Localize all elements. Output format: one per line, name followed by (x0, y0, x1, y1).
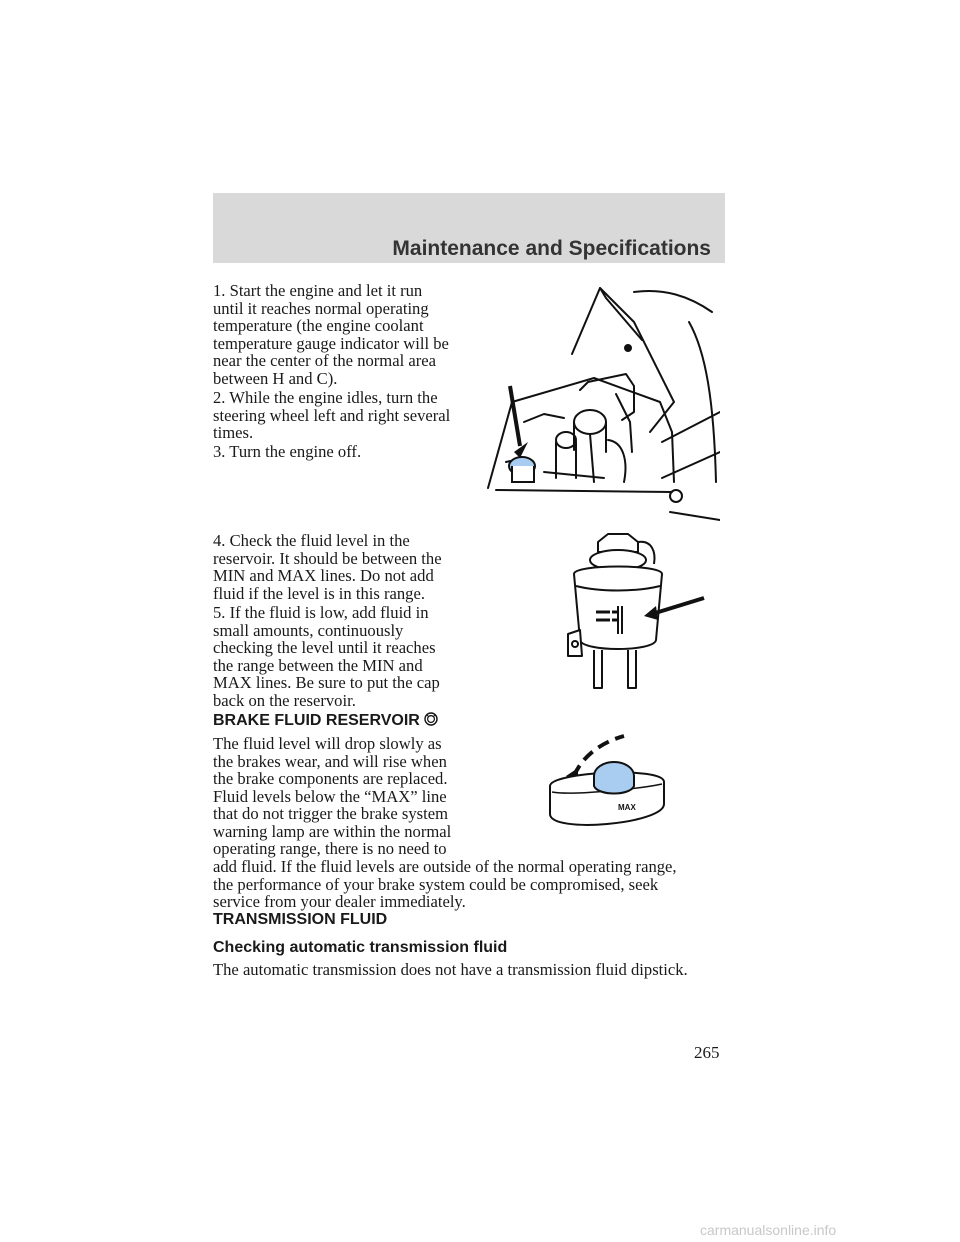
max-line-label: MAX (618, 803, 636, 812)
step-4: 4. Check the fluid level in the reservoir. It should be between the MIN and MAX lines. Do not add fluid if the level is in this range. (213, 531, 442, 603)
footer-watermark[interactable]: carmanualsonline.info (700, 1222, 837, 1238)
transmission-fluid-body: The automatic transmission does not have a transmission fluid dipstick. (213, 960, 688, 979)
transmission-fluid-heading: TRANSMISSION FLUID (213, 911, 388, 928)
step-5: 5. If the fluid is low, add fluid in small amounts, continuously checking the level until it reaches the range between the MIN and MAX lines. Be sure to put the cap back on the reservoir. (213, 603, 440, 710)
brake-fluid-heading: BRAKE FLUID RESERVOIR (213, 712, 438, 730)
brake-fluid-symbol-icon (424, 712, 438, 726)
step-2: 2. While the engine idles, turn the steering wheel left and right several times. (213, 388, 451, 442)
engine-compartment-figure (484, 282, 720, 522)
brake-reservoir-figure (544, 730, 672, 838)
brake-fluid-body: The fluid level will drop slowly as the brakes wear, and will rise when the brake components are replaced. Fluid levels below the “MAX” line that do not trigger the brake system warning lamp are within the normal operating range, there is no need to (213, 734, 452, 858)
checking-transmission-subheading: Checking automatic transmission fluid (213, 939, 508, 956)
step-1: 1. Start the engine and let it run until it reaches normal operating temperature (the engine coolant temperature gauge indicator will be near the center of the normal area between H and C). (213, 281, 449, 388)
step-3: 3. Turn the engine off. (213, 442, 362, 461)
header-band (213, 193, 725, 263)
page-number: 265 (694, 1043, 720, 1062)
steering-reservoir-figure (560, 530, 710, 696)
brake-fluid-body-continued: add fluid. If the fluid levels are outside of the normal operating range, the performance of your brake system could be compromised, seek service from your dealer immediately. (213, 857, 677, 911)
section-title: Maintenance and Specifications (392, 237, 711, 260)
